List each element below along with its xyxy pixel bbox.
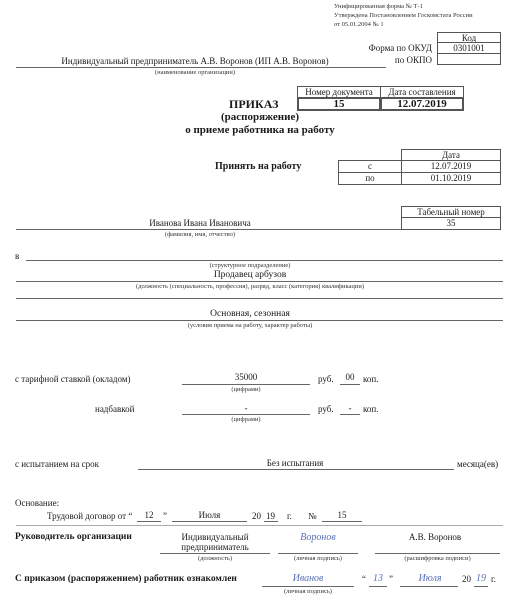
tab-number: 35 [446, 218, 456, 228]
head-position-line2: предприниматель [181, 542, 249, 552]
acknowledge-label: С приказом (распоряжением) работник ознакомлен [15, 574, 237, 584]
ack-quote-open: “ [362, 574, 366, 584]
head-position-line [160, 553, 270, 554]
doc-number: 15 [333, 98, 345, 110]
contract-year-line [264, 521, 278, 522]
ack-year-line [474, 586, 488, 587]
department-caption: (структурное подразделение) [209, 262, 291, 269]
employee-name: Иванова Ивана Ивановича [149, 218, 251, 228]
okpo-label: по ОКПО [394, 55, 432, 65]
head-name: А.В. Воронов [408, 532, 462, 542]
hire-from-date: 12.07.2019 [430, 161, 472, 171]
ack-day-line [369, 586, 387, 587]
department-line [26, 260, 503, 261]
head-label: Руководитель организации [15, 532, 132, 542]
employee-name-caption: (фамилия, имя, отчество) [164, 231, 236, 238]
bonus-kop-line [340, 414, 360, 415]
rate-kop-line [340, 384, 360, 385]
conditions-value: Основная, сезонная [210, 309, 290, 319]
doc-title: ПРИКАЗ [229, 97, 279, 111]
organization-name: Индивидуальный предприниматель А.В. Воронов (ИП А.В. Воронов) [61, 56, 329, 66]
ack-year-label: г. [491, 574, 496, 584]
probation-label: с испытанием на срок [15, 459, 99, 469]
contract-day-line [137, 521, 161, 522]
rate-rub-label: руб. [318, 374, 334, 384]
form-note-line3: от 05.01.2004 № 1 [334, 21, 384, 28]
rate-kop-label: коп. [363, 374, 379, 384]
contract-month: Июля [198, 510, 221, 520]
rate-line [182, 384, 310, 385]
contract-quote-close: ” [163, 511, 167, 521]
head-signature-line [278, 553, 358, 554]
contract-year-label: г. [287, 511, 292, 521]
okud-label: Форма по ОКУД [368, 43, 432, 53]
doc-date: 12.07.2019 [397, 98, 447, 110]
doc-date-cell [380, 97, 464, 111]
head-signature: Воронов [300, 532, 336, 543]
contract-day: 12 [144, 510, 154, 520]
doc-purpose: о приеме работника на работу [185, 124, 335, 136]
conditions-line [16, 320, 503, 321]
doc-number-cell [297, 97, 381, 111]
employee-signature-line [262, 586, 354, 587]
position-caption: (должность (специальность, профессия), разряд, класс (категория) квалификации) [136, 283, 364, 290]
position-value: Продавец арбузов [213, 270, 287, 280]
ack-quote-close: ” [389, 574, 393, 584]
bonus-label: надбавкой [95, 404, 135, 414]
hire-label: Принять на работу [215, 161, 302, 172]
organization-line [16, 67, 386, 68]
bonus-line [182, 414, 310, 415]
probation-value: Без испытания [266, 458, 324, 468]
bonus-kop-value: - [348, 403, 352, 413]
contract-year-prefix: 20 [252, 511, 261, 521]
basis-label: Основание: [15, 498, 60, 508]
okpo-cell [437, 53, 501, 65]
contract-number-line [322, 521, 362, 522]
ack-year-prefix: 20 [462, 574, 471, 584]
doc-subtitle: (распоряжение) [220, 111, 299, 123]
bonus-kop-label: коп. [363, 404, 379, 414]
organization-caption: (наименование организации) [154, 69, 236, 76]
employee-name-line [16, 229, 401, 230]
hire-to-label: по [365, 173, 375, 183]
doc-date-label: Дата составления [388, 87, 456, 97]
contract-month-line [172, 521, 247, 522]
rate-value: 35000 [234, 372, 258, 382]
head-name-line [375, 553, 500, 554]
hire-to-cell [401, 172, 501, 185]
hire-date-header-label: Дата [442, 150, 460, 160]
okud-value: 0301001 [453, 43, 485, 53]
employee-signature-caption: (личная подпись) [284, 588, 332, 595]
probation-unit: месяца(ев) [457, 459, 499, 469]
tab-number-cell [401, 217, 501, 230]
basis-underline [16, 525, 503, 526]
form-note-line2: Утверждена Постановлением Госкомстата России [334, 12, 473, 19]
hire-from-label: с [368, 161, 372, 171]
code-header-label: Код [461, 33, 477, 43]
conditions-caption: (условия приема на работу, характер работы) [187, 322, 313, 329]
hire-to-date: 01.10.2019 [430, 173, 472, 183]
rate-caption: (цифрами) [231, 386, 261, 393]
head-position-line1: Индивидуальный [181, 532, 249, 542]
contract-year-suffix: 19 [266, 511, 275, 521]
form-note-line1: Унифицированная форма № Т-1 [334, 3, 423, 10]
position-line [16, 281, 503, 282]
doc-number-label: Номер документа [305, 87, 373, 97]
ack-month: Июля [418, 573, 442, 584]
hire-to-label-cell [338, 172, 402, 185]
head-name-caption: (расшифровка подписи) [404, 555, 471, 562]
bonus-value: - [244, 403, 248, 413]
tab-number-label: Табельный номер [417, 207, 485, 217]
employee-signature: Иванов [292, 573, 324, 584]
ack-day: 13 [373, 573, 383, 584]
contract-label: Трудовой договор от “ [47, 511, 133, 521]
contract-number-label: № [308, 511, 317, 521]
rate-kop-value: 00 [345, 372, 355, 382]
ack-month-line [400, 586, 458, 587]
probation-line [138, 469, 454, 470]
head-position-caption: (должность) [197, 555, 233, 562]
department-prefix: в [15, 251, 20, 261]
bonus-caption: (цифрами) [231, 416, 261, 423]
rate-label: с тарифной ставкой (окладом) [15, 374, 131, 384]
ack-year-suffix: 19 [476, 573, 486, 584]
contract-number: 15 [337, 510, 347, 520]
bonus-rub-label: руб. [318, 404, 334, 414]
position-line-2 [16, 298, 503, 299]
head-signature-caption: (личная подпись) [294, 555, 342, 562]
